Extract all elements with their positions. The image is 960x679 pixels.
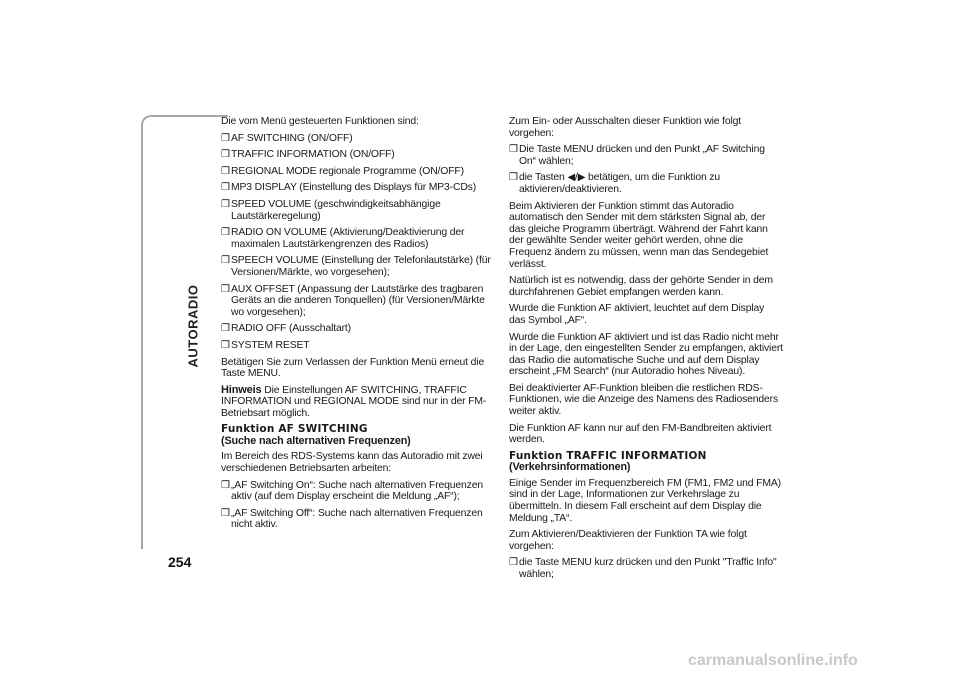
checkbox-bullet-icon: ❒	[509, 144, 518, 156]
paragraph: Zum Aktivieren/Deaktivieren der Funktion TA wie folgt vorgehen:	[509, 529, 747, 552]
paragraph: Die Funktion AF kann nur auf den FM-Bandbreiten aktiviert werden.	[509, 422, 772, 446]
paragraph: Natürlich ist es notwendig, dass der gehörte Sender in dem durchfahrenen Gebiet empfangen werden kann.	[509, 275, 773, 298]
checkbox-bullet-icon: ❒	[509, 557, 518, 569]
list-item: ❒ RADIO OFF (Ausschaltart)	[221, 323, 351, 335]
section-heading-ta: Funktion TRAFFIC INFORMATION (Verkehrsinformationen)	[509, 449, 707, 474]
note-label: Hinweis	[221, 383, 262, 396]
list-item: ❒ TRAFFIC INFORMATION (ON/OFF)	[221, 149, 395, 161]
list-item: ❒ die Tasten ◀/▶ betätigen, um die Funktion zu aktivieren/deaktivieren.	[509, 172, 720, 195]
checkbox-bullet-icon: ❒	[221, 227, 230, 239]
list-item: ❒ SPEECH VOLUME (Einstellung der Telefonlautstärke) (für Versionen/Märkte, wo vorgesehen);	[221, 255, 491, 278]
checkbox-bullet-icon: ❒	[221, 165, 230, 177]
checkbox-bullet-icon: ❒	[509, 172, 518, 184]
checkbox-bullet-icon: ❒	[221, 182, 230, 194]
paragraph: Beim Aktivieren der Funktion stimmt das Autoradio automatisch den Sender mit dem stärksten Signal ab, der das gleiche Programm überträgt. Während der Fahrt kann der gewählte Sender weiter gehört werden, ohne die Frequenz ändern zu müssen, wenn man das Sendegebiet verlässt.	[509, 200, 769, 270]
af-toggle-intro: Zum Ein- oder Ausschalten dieser Funktion wie folgt vorgehen:	[509, 116, 742, 139]
page-number: 254	[168, 554, 192, 570]
exit-instruction: Betätigen Sie zum Verlassen der Funktion Menü erneut die Taste MENU.	[221, 356, 485, 380]
note-paragraph	[221, 385, 493, 420]
checkbox-bullet-icon: ❒	[221, 339, 230, 351]
arrow-left-icon: ◀	[567, 172, 575, 184]
checkbox-bullet-icon: ❒	[221, 283, 230, 295]
checkbox-bullet-icon: ❒	[221, 323, 230, 335]
paragraph: Einige Sender im Frequenzbereich FM (FM1, FM2 und FMA) sind in der Lage, Informationen zur Verkehrslage zu übermitteln. In diesem Fall erscheint auf dem Display die Meldung „TA“.	[509, 477, 781, 524]
paragraph: Wurde die Funktion AF aktiviert, leuchtet auf dem Display das Symbol „AF“.	[509, 303, 765, 326]
list-item: ❒ SPEED VOLUME (geschwindigkeitsabhängige Lautstärkeregelung)	[221, 198, 441, 222]
paragraph: Bei deaktivierter AF-Funktion bleiben die restlichen RDS-Funktionen, wie die Anzeige des Namens des Radiosenders weiter aktiv.	[509, 382, 778, 418]
list-item: ❒ „AF Switching On“: Suche nach alternativen Frequenzen aktiv (auf dem Display erscheint die Meldung „AF“);	[221, 479, 483, 503]
list-item: ❒ SYSTEM RESET	[221, 339, 310, 351]
list-item: ❒ MP3 DISPLAY (Einstellung des Displays für MP3-CDs)	[221, 182, 477, 194]
list-item: ❒ Die Taste MENU drücken und den Punkt „AF Switching On“ wählen;	[509, 144, 765, 167]
watermark: carmanualsonline.info	[688, 652, 858, 669]
left-column	[221, 116, 493, 536]
checkbox-bullet-icon: ❒	[221, 132, 230, 144]
checkbox-bullet-icon: ❒	[221, 149, 230, 161]
checkbox-bullet-icon: ❒	[221, 255, 230, 267]
arrow-right-icon: ▶	[577, 172, 586, 184]
list-item: ❒ AUX OFFSET (Anpassung der Lautstärke des tragbaren Geräts an die anderen Tonquellen) (für Versionen/Märkte wo vorgesehen);	[221, 283, 485, 318]
af-intro: Im Bereich des RDS-Systems kann das Autoradio mit zwei verschiedenen Betriebsarten arbeiten:	[221, 451, 483, 475]
checkbox-bullet-icon: ❒	[221, 198, 230, 210]
checkbox-bullet-icon: ❒	[221, 479, 230, 491]
arrow-separator: /	[574, 172, 578, 184]
list-item: ❒ RADIO ON VOLUME (Aktivierung/Deaktivierung der maximalen Lautstärkengrenzen des Radios)	[221, 227, 465, 250]
section-heading-af: Funktion AF SWITCHING (Suche nach alternativen Frequenzen)	[221, 423, 411, 447]
right-column	[509, 116, 783, 586]
list-item: ❒ REGIONAL MODE regionale Programme (ON/OFF)	[221, 165, 464, 177]
list-item: ❒ AF SWITCHING (ON/OFF)	[221, 132, 353, 144]
note-text: Die Einstellungen AF SWITCHING, TRAFFIC INFORMATION und REGIONAL MODE sind nur in der FM-Betriebsart möglich.	[221, 384, 487, 419]
paragraph: Wurde die Funktion AF aktiviert und ist das Radio nicht mehr in der Lage, den eingestellten Sender zu empfangen, aktiviert das Radio die automatische Suche und auf dem Display erscheint „FM Search“ (nur Autoradio hohes Niveau).	[509, 331, 783, 378]
section-tab	[185, 236, 201, 416]
menu-intro: Die vom Menü gesteuerten Funktionen sind:	[221, 116, 419, 127]
section-tab-label: AUTORADIO	[185, 284, 201, 368]
list-item: ❒ die Taste MENU kurz drücken und den Punkt "Traffic Info" wählen;	[509, 557, 777, 580]
list-item: ❒ „AF Switching Off“: Suche nach alternativen Frequenzen nicht aktiv.	[221, 507, 483, 531]
checkbox-bullet-icon: ❒	[221, 507, 230, 519]
